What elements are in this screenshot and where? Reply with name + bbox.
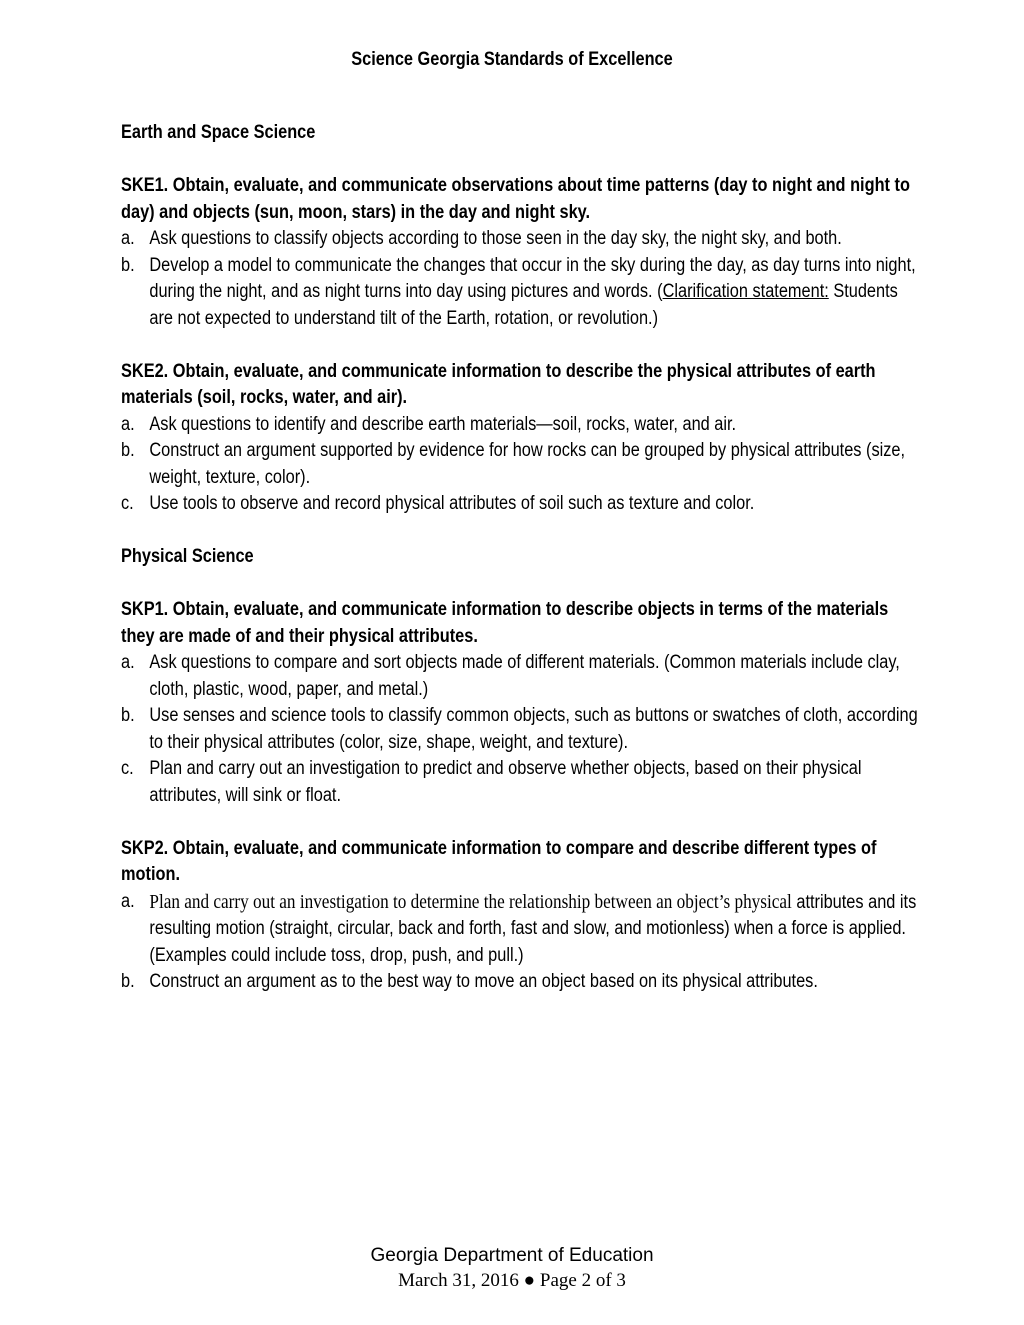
- standard-skp1-heading: SKP1. Obtain, evaluate, and communicate information to describe objects in terms of the materials they are made of and their physical attributes.: [121, 599, 889, 647]
- footer-date-page: March 31, 2016 ● Page 2 of 3: [398, 1270, 626, 1291]
- footer-organization: Georgia Department of Education: [370, 1245, 654, 1266]
- item-text: Construct an argument as to the best way to move an object based on its physical attributes.: [149, 971, 818, 992]
- item-letter: a.: [121, 228, 135, 249]
- standard-skp1-item-c: [121, 756, 921, 809]
- standard-skp1-item-a: [121, 650, 921, 703]
- item-letter: c.: [121, 758, 134, 779]
- standard-ske2-item-c: [121, 491, 921, 518]
- section-title-earth-space: Earth and Space Science: [121, 122, 316, 143]
- item-letter: b.: [121, 254, 135, 276]
- standard-ske2-heading: SKE2. Obtain, evaluate, and communicate information to describe the physical attributes of earth materials (soil, rocks, water, and air).: [121, 360, 876, 408]
- page-header: Science Georgia Standards of Excellence: [351, 49, 673, 70]
- item-letter: a.: [121, 413, 135, 435]
- item-text: Plan and carry out an investigation to predict and observe whether objects, based on their physical attributes, will sink or float.: [149, 758, 862, 806]
- standard-ske1-item-b: [121, 253, 921, 333]
- item-text: Ask questions to compare and sort objects made of different materials. (Common materials include clay, cloth, plastic, wood, paper, and metal.): [149, 652, 900, 700]
- item-letter: a.: [121, 890, 135, 912]
- standard-ske1-item-a: [121, 226, 921, 253]
- document-body: [121, 120, 921, 996]
- standard-ske1-heading: SKE1. Obtain, evaluate, and communicate observations about time patterns (day to night and night to day) and objects (sun, moon, stars) in the day and night sky.: [121, 175, 910, 223]
- standard-ske2-item-b: [121, 438, 921, 491]
- item-letter: b.: [121, 971, 135, 992]
- document-text: [121, 120, 921, 996]
- standard-skp1-item-b: [121, 703, 921, 756]
- item-text: Use senses and science tools to classify common objects, such as buttons or swatches of cloth, according to their physical attributes (color, size, shape, weight, and texture).: [149, 705, 918, 753]
- standard-skp2-item-b: [121, 969, 921, 996]
- item-text: Ask questions to classify objects according to those seen in the day sky, the night sky, and both.: [149, 228, 842, 249]
- item-letter: a.: [121, 652, 135, 673]
- standard-skp2-item-a: [121, 889, 921, 970]
- clarification-text: Students are not expected to understand tilt of the Earth, rotation, or revolution.): [149, 281, 898, 329]
- section-title-physical: Physical Science: [121, 546, 254, 567]
- item-text-serif: Plan and carry out an investigation to determine the relationship between an object’s physical: [149, 890, 792, 913]
- item-letter: b.: [121, 705, 135, 726]
- item-text: Use tools to observe and record physical attributes of soil such as texture and color.: [149, 493, 755, 514]
- item-text: Construct an argument supported by evidence for how rocks can be grouped by physical attributes (size, weight, texture, color).: [149, 440, 906, 488]
- standard-skp2-heading: SKP2. Obtain, evaluate, and communicate information to compare and describe different types of motion.: [121, 837, 877, 885]
- item-letter: b.: [121, 440, 135, 461]
- standard-ske2-item-a: [121, 412, 921, 439]
- item-text: Ask questions to identify and describe earth materials—soil, rocks, water, and air.: [149, 413, 737, 435]
- clarification-label: Clarification statement:: [662, 281, 829, 302]
- item-text: Develop a model to communicate the changes that occur in the sky during the day, as day turns into night, during the night, and as night turns into day using pictures and words. (: [149, 254, 916, 302]
- item-letter: c.: [121, 493, 134, 514]
- item-text: attributes and its resulting motion (straight, circular, back and forth, fast and slow, and motionless) when a force is applied. (Examples could include toss, drop, push, and pull.): [149, 891, 917, 966]
